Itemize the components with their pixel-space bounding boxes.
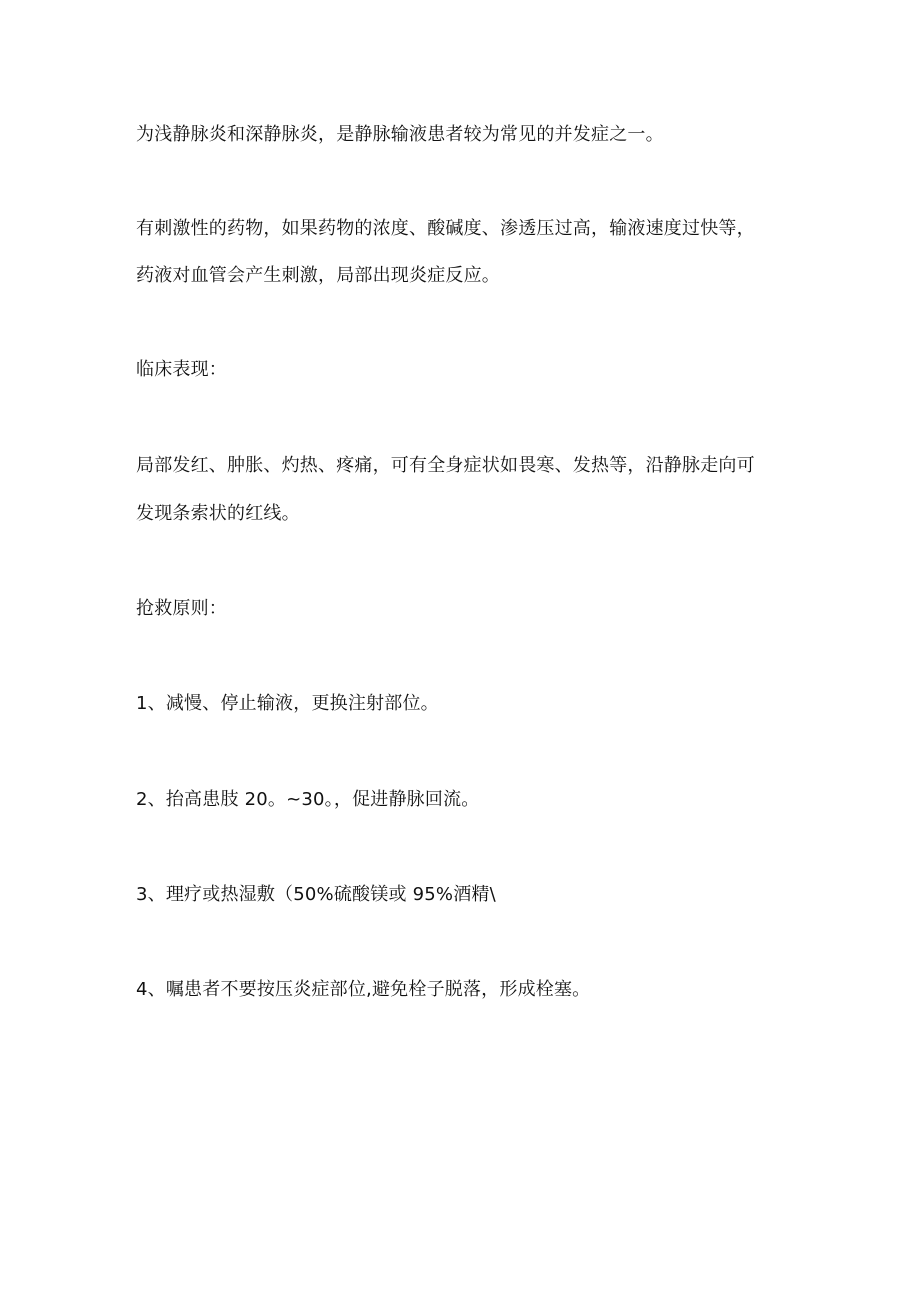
- list-item-4: 4、嘱患者不要按压炎症部位,避免栓子脱落，形成栓塞。: [136, 979, 591, 1000]
- paragraph-symptoms-line-1: 局部发红、肿胀、灼热、疼痛，可有全身症状如畏寒、发热等，沿静脉走向可: [136, 455, 755, 476]
- list-item-2: 2、抬高患肢 20。~30。，促进静脉回流。: [136, 789, 480, 810]
- paragraph-intro-line: 为浅静脉炎和深静脉炎，是静脉输液患者较为常见的并发症之一。: [136, 124, 664, 145]
- paragraph-cause-line-1: 有刺激性的药物，如果药物的浓度、酸碱度、渗透压过高，输液速度过快等，: [136, 218, 755, 239]
- list-item-1: 1、减慢、停止输液，更换注射部位。: [136, 693, 439, 714]
- heading-rescue-principles: 抢救原则：: [136, 598, 227, 619]
- paragraph-symptoms-line-2: 发现条索状的红线。: [136, 503, 300, 524]
- heading-clinical-manifestations: 临床表现：: [136, 359, 227, 380]
- list-item-3: 3、理疗或热湿敷（50%硫酸镁或 95%酒精\: [136, 884, 496, 905]
- paragraph-cause-line-2: 药液对血管会产生刺激，局部出现炎症反应。: [136, 265, 500, 286]
